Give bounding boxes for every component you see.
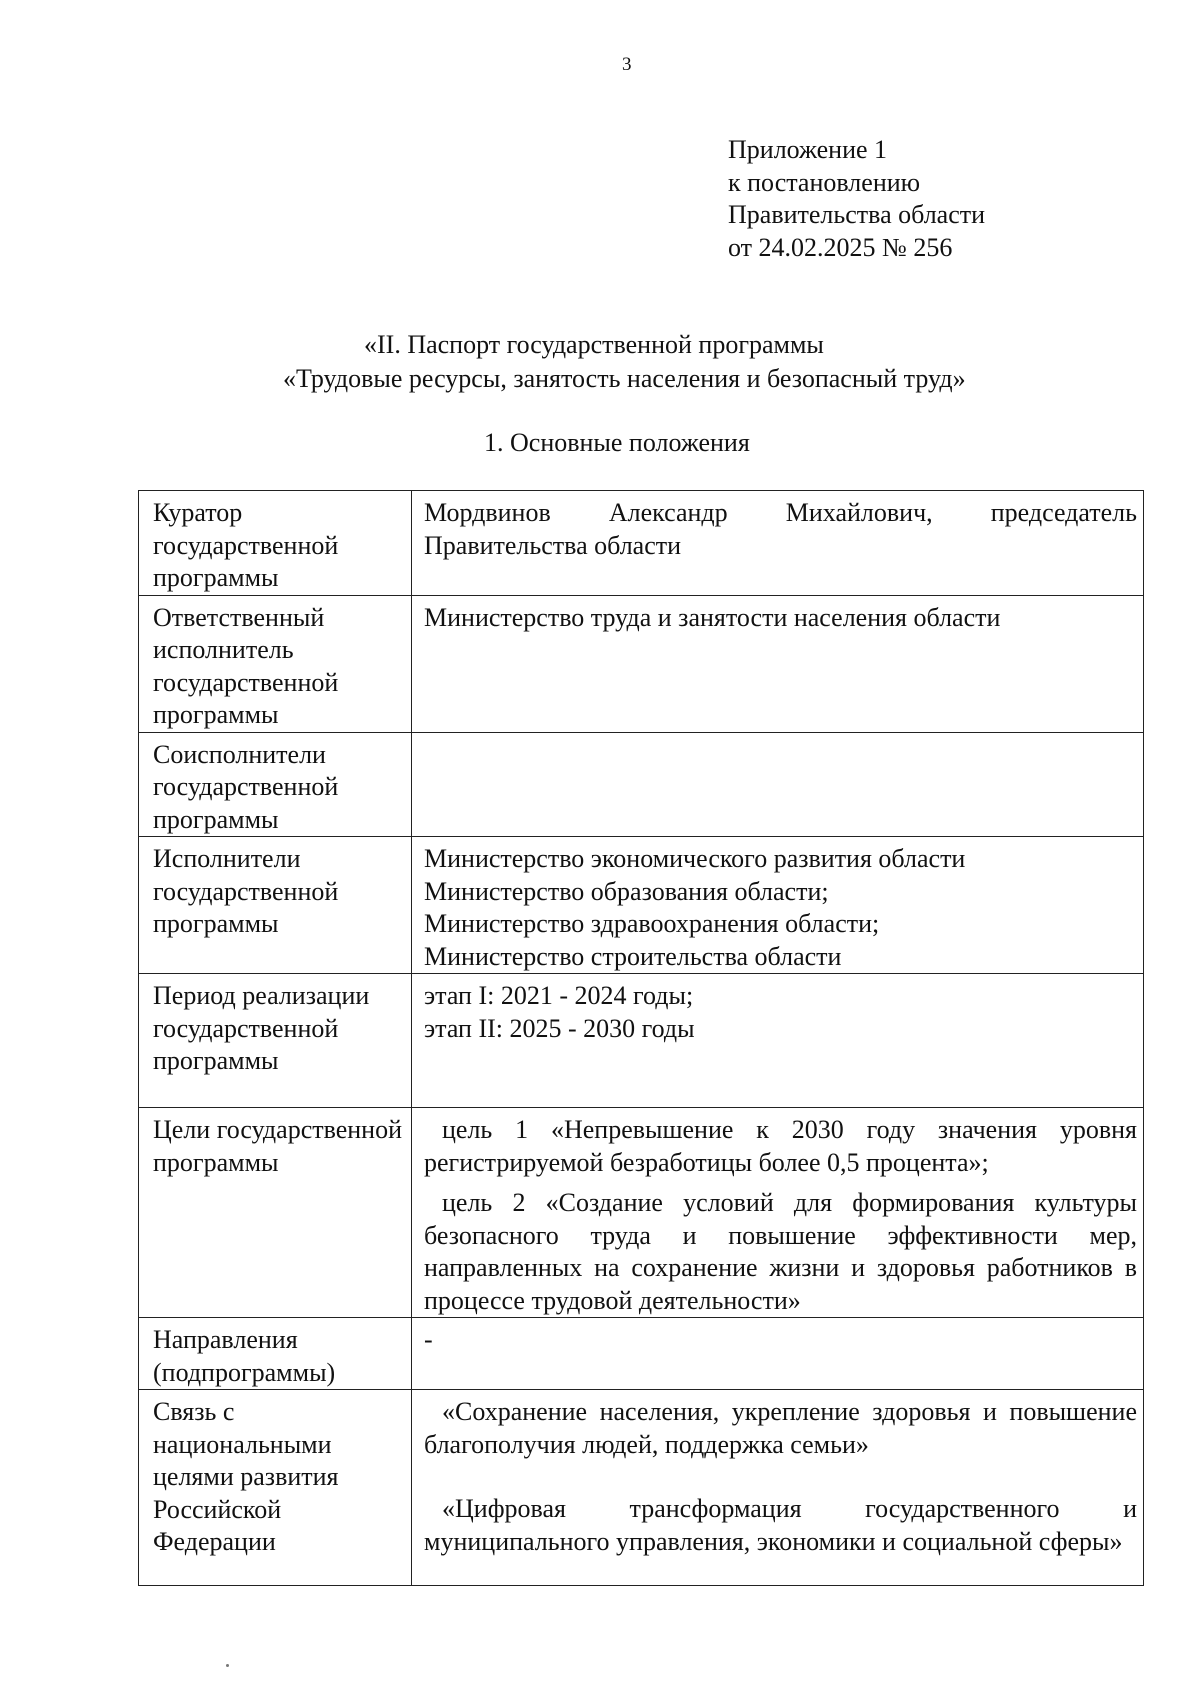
row-label: Период реализации государственной программы <box>153 981 370 1075</box>
table-row-coexecutors <box>139 732 1144 837</box>
table-row-responsible <box>139 595 1144 732</box>
passport-table <box>138 490 1144 1586</box>
value-cell <box>412 491 1144 596</box>
goal-item: цель 2 «Создание условий для формирования культуры безопасного труда и повышение эффективности мер, направленных на сохранение жизни и здоровья работников в процессе трудовой деятельности» <box>424 1188 1137 1315</box>
executor-item: Министерство строительства области <box>424 941 842 971</box>
value-cell <box>412 732 1144 837</box>
section-heading: 1. Основные положения <box>484 428 750 457</box>
appendix-line-4: от 24.02.2025 № 256 <box>728 232 953 262</box>
label-cell <box>139 732 412 837</box>
row-label: Связь с национальными целями развития Российской Федерации <box>153 1397 339 1556</box>
label-cell <box>139 1318 412 1390</box>
table-row-period <box>139 974 1144 1108</box>
label-cell <box>139 837 412 974</box>
row-value: - <box>424 1325 433 1354</box>
row-label: Цели государственной программы <box>153 1115 403 1177</box>
label-cell <box>139 1390 412 1586</box>
appendix-line-3: Правительства области <box>728 200 986 229</box>
table-row-curator <box>139 491 1144 596</box>
goal-item: цель 1 «Непревышение к 2030 году значения уровня регистрируемой безработицы более 0,5 процента»; <box>424 1115 1137 1177</box>
row-label: Исполнители государственной программы <box>153 844 339 938</box>
row-label: Ответственный исполнитель государственной программы <box>153 602 339 729</box>
national-goal-item: «Сохранение населения, укрепление здоровья и повышение благополучия людей, поддержка семьи» <box>424 1397 1137 1459</box>
executor-item: Министерство экономического развития области <box>424 844 966 873</box>
label-cell <box>139 491 412 596</box>
executor-item: Министерство здравоохранения области; <box>424 909 880 938</box>
row-label: Куратор государственной программы <box>153 498 339 592</box>
table-row-goals <box>139 1108 1144 1318</box>
period-item: этап II: 2025 - 2030 годы <box>424 1013 695 1043</box>
document-title-line-1: «II. Паспорт государственной программы <box>364 330 824 359</box>
row-label: Соисполнители государственной программы <box>153 739 339 834</box>
executor-item: Министерство образования области; <box>424 876 829 906</box>
page-number: 3 <box>622 54 632 75</box>
table-row-executors <box>139 837 1144 974</box>
appendix-block <box>728 134 985 264</box>
document-title-line-2: «Трудовые ресурсы, занятость населения и безопасный труд» <box>283 364 966 393</box>
row-label: Направления (подпрограммы) <box>153 1325 336 1387</box>
scan-speck <box>226 1664 229 1667</box>
value-cell <box>412 1390 1144 1586</box>
row-value: Мордвинов Александр Михайлович, председатель Правительства области <box>424 498 1137 560</box>
value-cell <box>412 1318 1144 1390</box>
appendix-line-2: к постановлению <box>728 167 921 197</box>
period-item: этап I: 2021 - 2024 годы; <box>424 981 694 1010</box>
value-cell <box>412 595 1144 732</box>
appendix-line-1: Приложение 1 <box>728 135 888 164</box>
value-cell <box>412 1108 1144 1318</box>
label-cell <box>139 974 412 1108</box>
national-goal-item: «Цифровая трансформация государственного и муниципального управления, экономики и социальной сферы» <box>424 1494 1137 1556</box>
value-cell <box>412 974 1144 1108</box>
value-cell <box>412 837 1144 974</box>
row-value: Министерство труда и занятости населения области <box>424 602 1001 632</box>
table-row-directions <box>139 1318 1144 1390</box>
table-row-national-goals <box>139 1390 1144 1586</box>
label-cell <box>139 1108 412 1318</box>
label-cell <box>139 595 412 732</box>
